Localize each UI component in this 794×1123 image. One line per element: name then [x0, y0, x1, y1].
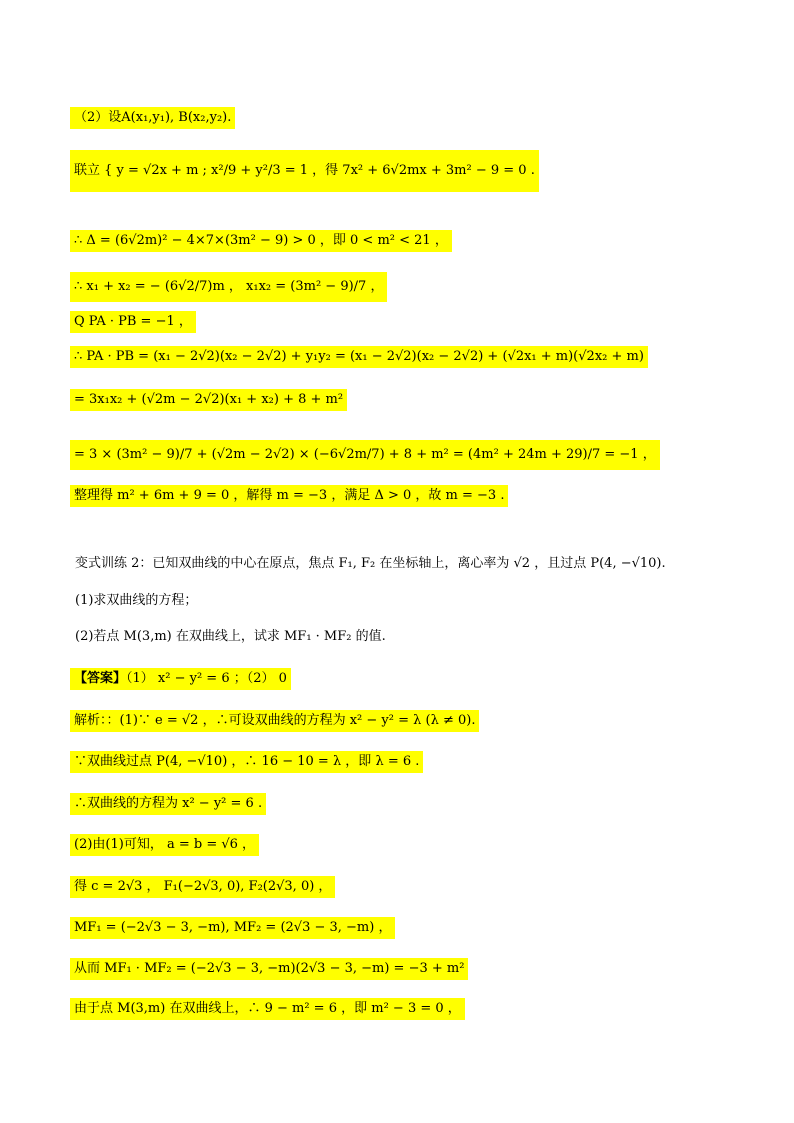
- analysis-line-4: (2)由(1)可知， a = b = √6 ，: [70, 834, 259, 856]
- answer-text: （1） x² − y² = 6 ；（2） 0: [126, 671, 287, 686]
- exercise-stem: 变式训练 2：已知双曲线的中心在原点，焦点 F₁, F₂ 在坐标轴上，离心率为 √2 ，且过点 P(4, −√10).: [75, 556, 666, 571]
- answer-label: 【答案】: [74, 671, 127, 686]
- analysis-line-8: 由于点 M(3,m) 在双曲线上，∴ 9 − m² = 6 ，即 m² − 3 = 0 ，: [70, 998, 465, 1020]
- exercise-question-2: (2)若点 M(3,m) 在双曲线上，试求 MF₁ · MF₂ 的值.: [75, 629, 386, 644]
- solution-line-4: ∴ x₁ + x₂ = − (6√2/7)m ， x₁x₂ = (3m² − 9)/7 ，: [70, 272, 387, 302]
- analysis-line-5: 得 c = 2√3 ， F₁(−2√3, 0), F₂(2√3, 0) ，: [70, 876, 335, 898]
- analysis-line-7: 从而 MF₁ · MF₂ = (−2√3 − 3, −m)(2√3 − 3, −m) = −3 + m²: [70, 958, 468, 980]
- solution-line-8: = 3 × (3m² − 9)/7 + (√2m − 2√2) × (−6√2m/7) + 8 + m² = (4m² + 24m + 29)/7 = −1 ，: [70, 440, 660, 470]
- solution-line-6: ∴ PA · PB = (x₁ − 2√2)(x₂ − 2√2) + y₁y₂ = (x₁ − 2√2)(x₂ − 2√2) + (√2x₁ + m)(√2x₂ + m): [70, 346, 648, 368]
- answer-line: [70, 668, 291, 690]
- solution-line-2: 联立 { y = √2x + m ; x²/9 + y²/3 = 1 ，得 7x² + 6√2mx + 3m² − 9 = 0 .: [70, 150, 539, 192]
- exercise-question-1: (1)求双曲线的方程；: [75, 593, 198, 608]
- solution-line-9: 整理得 m² + 6m + 9 = 0 ，解得 m = −3 ，满足 Δ > 0 ，故 m = −3 .: [70, 485, 508, 507]
- solution-line-5: Q PA · PB = −1 ，: [70, 311, 196, 333]
- solution-line-7: = 3x₁x₂ + (√2m − 2√2)(x₁ + x₂) + 8 + m²: [70, 389, 347, 411]
- analysis-line-6: MF₁ = (−2√3 − 3, −m), MF₂ = (2√3 − 3, −m) ，: [70, 917, 395, 939]
- analysis-line-2: ∵双曲线过点 P(4, −√10) ，∴ 16 − 10 = λ ，即 λ = 6 .: [70, 751, 423, 773]
- analysis-line-3: ∴双曲线的方程为 x² − y² = 6 .: [70, 793, 266, 815]
- solution-line-1: （2）设A(x₁,y₁), B(x₂,y₂).: [70, 107, 235, 129]
- solution-line-3: ∴ Δ = (6√2m)² − 4×7×(3m² − 9) > 0 ，即 0 < m² < 21 ，: [70, 230, 452, 252]
- analysis-line-1: 解析：：(1)∵ e = √2 ，∴可设双曲线的方程为 x² − y² = λ (λ ≠ 0).: [70, 710, 479, 732]
